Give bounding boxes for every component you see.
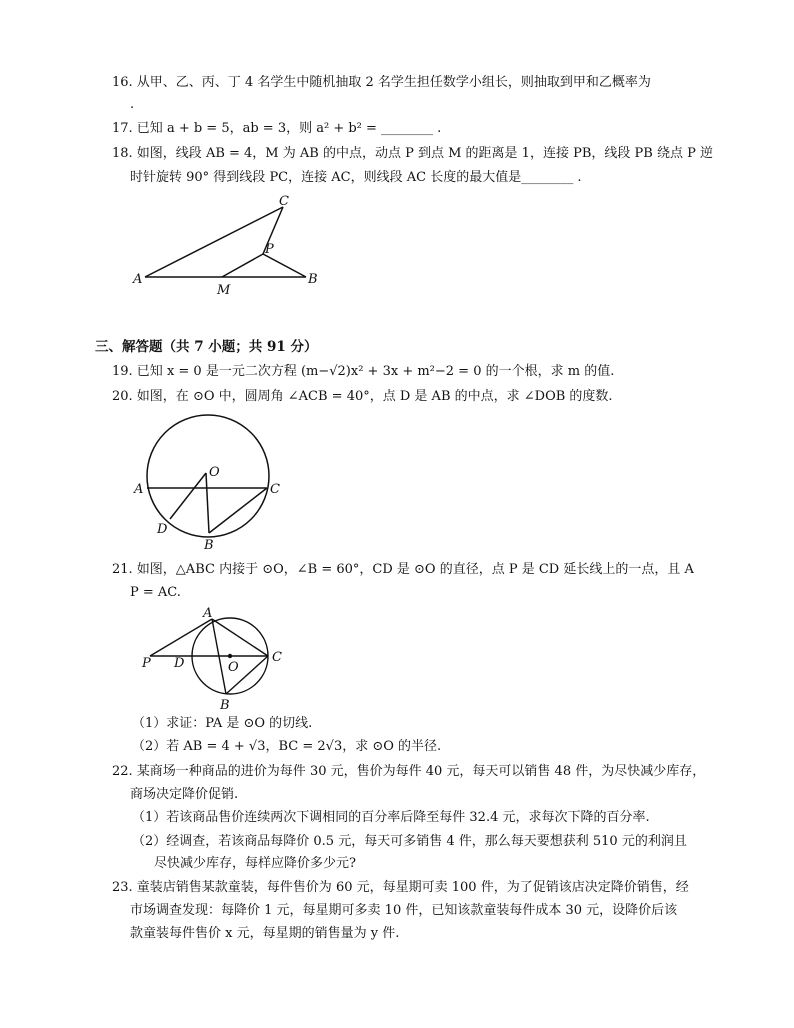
q20-label-A: A [134, 482, 144, 497]
q20-label-D: D [157, 522, 168, 537]
q20-label-O: O [209, 465, 220, 480]
q22-part2-line2: 尽快减少库存，每样应降价多少元? [154, 856, 356, 871]
q20-label-B: B [204, 538, 214, 553]
q21-center-dot [228, 654, 232, 658]
q23-line3: 款童装每件售价 x 元，每星期的销售量为 y 件. [130, 926, 400, 941]
q20-text: 20. 如图，在 ⊙O 中，圆周角 ∠ACB = 40°，点 D 是 AB 的中点，求 ∠DOB 的度数. [112, 389, 613, 404]
q21-label-P: P [142, 656, 151, 671]
q16-line2: . [130, 97, 135, 112]
q20-label-C: C [270, 482, 280, 497]
q21-part1: （1）求证：PA 是 ⊙O 的切线. [132, 716, 313, 731]
q21-label-O: O [228, 660, 239, 675]
q21-line1: 21. 如图，△ABC 内接于 ⊙O，∠B = 60°，CD 是 ⊙O 的直径，点 P 是 CD 延长线上的一点，且 A [112, 562, 694, 577]
q18-label-A: A [133, 272, 143, 287]
q16-line1: 16. 从甲、乙、丙、丁 4 名学生中随机抽取 2 名学生担任数学小组长，则抽取到甲和乙概率为 [112, 75, 651, 90]
q22-line2: 商场决定降价促销. [130, 787, 239, 802]
q21-label-A: A [203, 606, 213, 621]
q23-line2: 市场调查发现：每降价 1 元，每星期可多卖 10 件，已知该款童装每件成本 30 元，设降价后该 [130, 903, 678, 918]
q18-line1: 18. 如图，线段 AB = 4，M 为 AB 的中点，动点 P 到点 M 的距离是 1，连接 PB，线段 PB 绕点 P 逆 [112, 146, 713, 161]
q22-part2-line1: （2）经调查，若该商品每降价 0.5 元，每天可多销售 4 件，那么每天要想获利 510 元的利润且 [132, 834, 687, 849]
q21-line2: P = AC. [130, 585, 181, 600]
q21-segment-PA [150, 619, 212, 656]
q18-label-B: B [308, 272, 318, 287]
q21-label-C: C [272, 650, 282, 665]
q19-text: 19. 已知 x = 0 是一元二次方程 (m−√2)x² + 3x + m²−2 = 0 的一个根，求 m 的值. [112, 364, 615, 379]
q18-label-C: C [279, 194, 289, 209]
q22-part1: （1）若该商品售价连续两次下调相同的百分率后降至每件 32.4 元，求每次下降的百分率. [132, 810, 650, 825]
q21-part2: （2）若 AB = 4 + √3，BC = 2√3，求 ⊙O 的半径. [132, 739, 442, 754]
q21-segment-AC [212, 619, 268, 656]
q21-label-B: B [220, 698, 230, 713]
q18-label-P: P [265, 242, 274, 257]
q22-line1: 22. 某商场一种商品的进价为每件 30 元，售价为每件 40 元，每天可以销售 48 件，为尽快减少库存， [112, 764, 706, 779]
q23-line1: 23. 童装店销售某款童装，每件售价为 60 元，每星期可卖 100 件，为了促销该店决定降价销售，经 [112, 880, 689, 895]
q18-label-M: M [217, 283, 231, 298]
section-title: 三、解答题（共 7 小题；共 91 分） [95, 339, 318, 355]
q18-line2: 时针旋转 90° 得到线段 PC，连接 AC，则线段 AC 长度的最大值是________ . [130, 170, 582, 185]
q17-text: 17. 已知 a + b = 5，ab = 3，则 a² + b² = ________ . [112, 121, 442, 136]
q21-label-D: D [174, 656, 185, 671]
